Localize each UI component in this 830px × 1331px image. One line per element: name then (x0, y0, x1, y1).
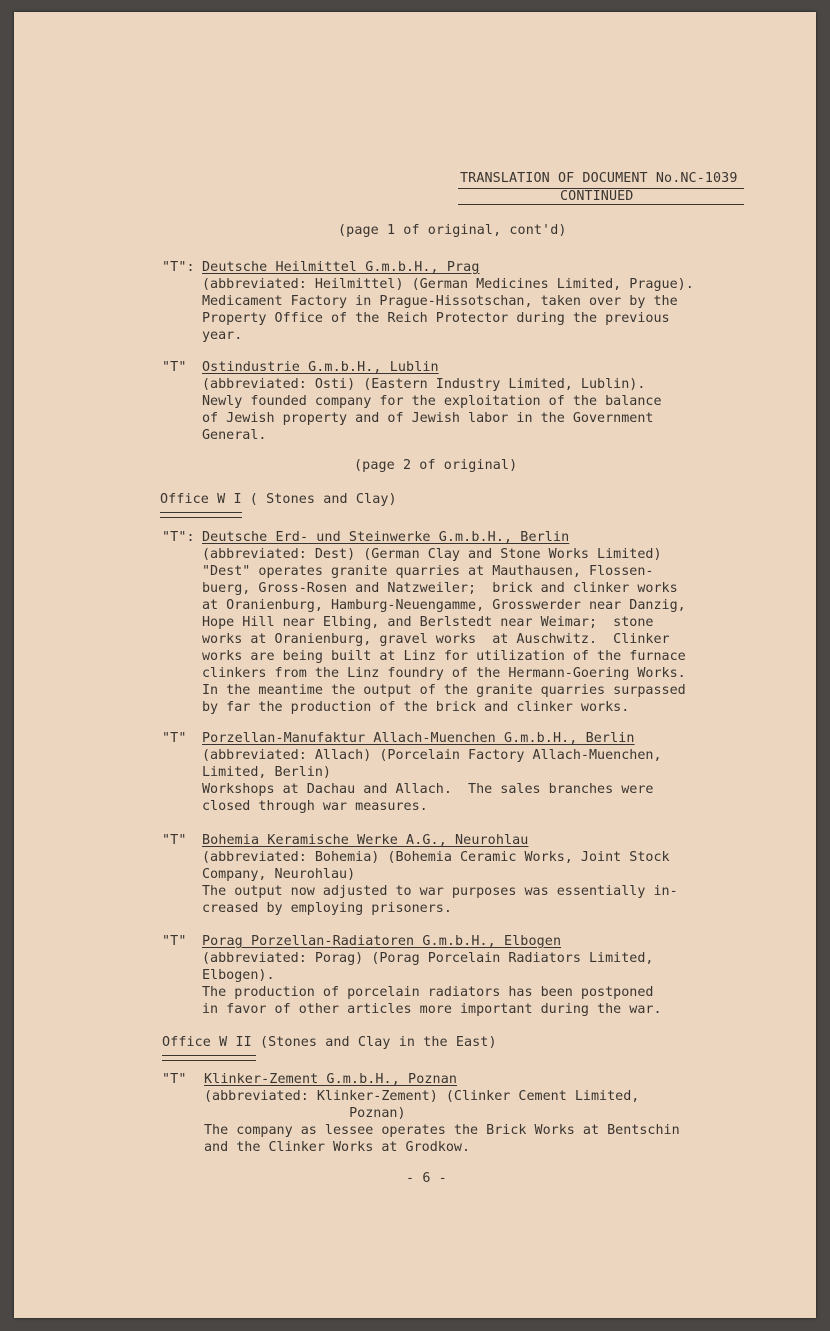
entry-line: (abbreviated: Allach) (Porcelain Factory Allach-Muenchen, (202, 748, 662, 763)
entry-line: creased by employing prisoners. (202, 901, 452, 916)
entry-line: Workshops at Dachau and Allach. The sales branches were (202, 782, 654, 797)
entry-name: Ostindustrie G.m.b.H., Lublin (202, 360, 439, 375)
entry-line: year. (202, 328, 243, 343)
entry-line: Poznan) (204, 1106, 406, 1121)
entry-mark: "T" (162, 360, 187, 375)
page-note: (page 2 of original) (354, 458, 518, 473)
entry-body (202, 950, 662, 1018)
entry-name: Porag Porzellan-Radiatoren G.m.b.H., Elbogen (202, 934, 562, 949)
entry-line: works at Oranienburg, gravel works at Auschwitz. Clinker (202, 632, 670, 647)
entry-body (202, 376, 662, 444)
entry-line: In the meantime the output of the granite quarries surpassed (202, 683, 686, 698)
entry-line: at Oranienburg, Hamburg-Neuengamme, Grosswerder near Danzig, (202, 598, 686, 613)
page-note: (page 1 of original, cont'd) (338, 223, 567, 238)
entry-mark: "T": (162, 260, 195, 275)
entry-name: Bohemia Keramische Werke A.G., Neurohlau (202, 833, 529, 848)
entry-body (202, 849, 678, 917)
entry-body (202, 546, 686, 716)
subtitle-rule (458, 204, 744, 205)
entry-line: "Dest" operates granite quarries at Mauthausen, Flossen- (202, 564, 654, 579)
entry-line: Newly founded company for the exploitation of the balance (202, 394, 662, 409)
entry-line: Property Office of the Reich Protector during the previous (202, 311, 670, 326)
entry-line: closed through war measures. (202, 799, 428, 814)
office-heading: Office W II (Stones and Clay in the East) (162, 1035, 497, 1050)
entry-line: The production of porcelain radiators has been postponed (202, 985, 654, 1000)
entry-body (202, 276, 694, 344)
entry-line: Medicament Factory in Prague-Hissotschan, taken over by the (202, 294, 678, 309)
entry-line: Company, Neurohlau) (202, 867, 356, 882)
entry-line: and the Clinker Works at Grodkow. (204, 1140, 471, 1155)
entry-line: General. (202, 428, 267, 443)
entry-line: The company as lessee operates the Brick Works at Bentschin (204, 1123, 680, 1138)
entry-line: (abbreviated: Osti) (Eastern Industry Limited, Lublin). (202, 377, 646, 392)
entry-line: works are being built at Linz for utilization of the furnace (202, 649, 686, 664)
entry-line: clinkers from the Linz foundry of the Hermann-Goering Works. (202, 666, 686, 681)
entry-line: (abbreviated: Dest) (German Clay and Stone Works Limited) (202, 547, 662, 562)
entry-line: The output now adjusted to war purposes was essentially in- (202, 884, 678, 899)
entry-line: buerg, Gross-Rosen and Natzweiler; brick and clinker works (202, 581, 678, 596)
entry-body (202, 747, 662, 815)
office-double-rule (160, 512, 242, 518)
document-page (14, 12, 816, 1318)
office-heading: Office W I ( Stones and Clay) (160, 492, 397, 507)
entry-line: Hope Hill near Elbing, and Berlstedt near Weimar; stone (202, 615, 654, 630)
entry-name: Deutsche Erd- und Steinwerke G.m.b.H., Berlin (202, 530, 570, 545)
entry-mark: "T": (162, 530, 195, 545)
entry-name: Deutsche Heilmittel G.m.b.H., Prag (202, 260, 480, 275)
entry-line: (abbreviated: Porag) (Porag Porcelain Radiators Limited, (202, 951, 654, 966)
office-double-rule (162, 1055, 256, 1061)
entry-mark: "T" (162, 934, 187, 949)
entry-line: (abbreviated: Heilmittel) (German Medicines Limited, Prague). (202, 277, 694, 292)
entry-name: Klinker-Zement G.m.b.H., Poznan (204, 1072, 458, 1087)
entry-name: Porzellan-Manufaktur Allach-Muenchen G.m.b.H., Berlin (202, 731, 635, 746)
entry-line: by far the production of the brick and clinker works. (202, 700, 630, 715)
entry-line: (abbreviated: Klinker-Zement) (Clinker Cement Limited, (204, 1089, 640, 1104)
entry-mark: "T" (162, 1072, 187, 1087)
entry-mark: "T" (162, 731, 187, 746)
document-subtitle: CONTINUED (560, 189, 634, 204)
entry-body (204, 1088, 680, 1156)
entry-line: (abbreviated: Bohemia) (Bohemia Ceramic Works, Joint Stock (202, 850, 670, 865)
entry-line: of Jewish property and of Jewish labor in the Government (202, 411, 654, 426)
page-number: - 6 - (406, 1171, 447, 1186)
document-title: TRANSLATION OF DOCUMENT No.NC-1039 (460, 171, 738, 186)
entry-line: in favor of other articles more important during the war. (202, 1002, 662, 1017)
entry-mark: "T" (162, 833, 187, 848)
entry-line: Limited, Berlin) (202, 765, 331, 780)
entry-line: Elbogen). (202, 968, 275, 983)
